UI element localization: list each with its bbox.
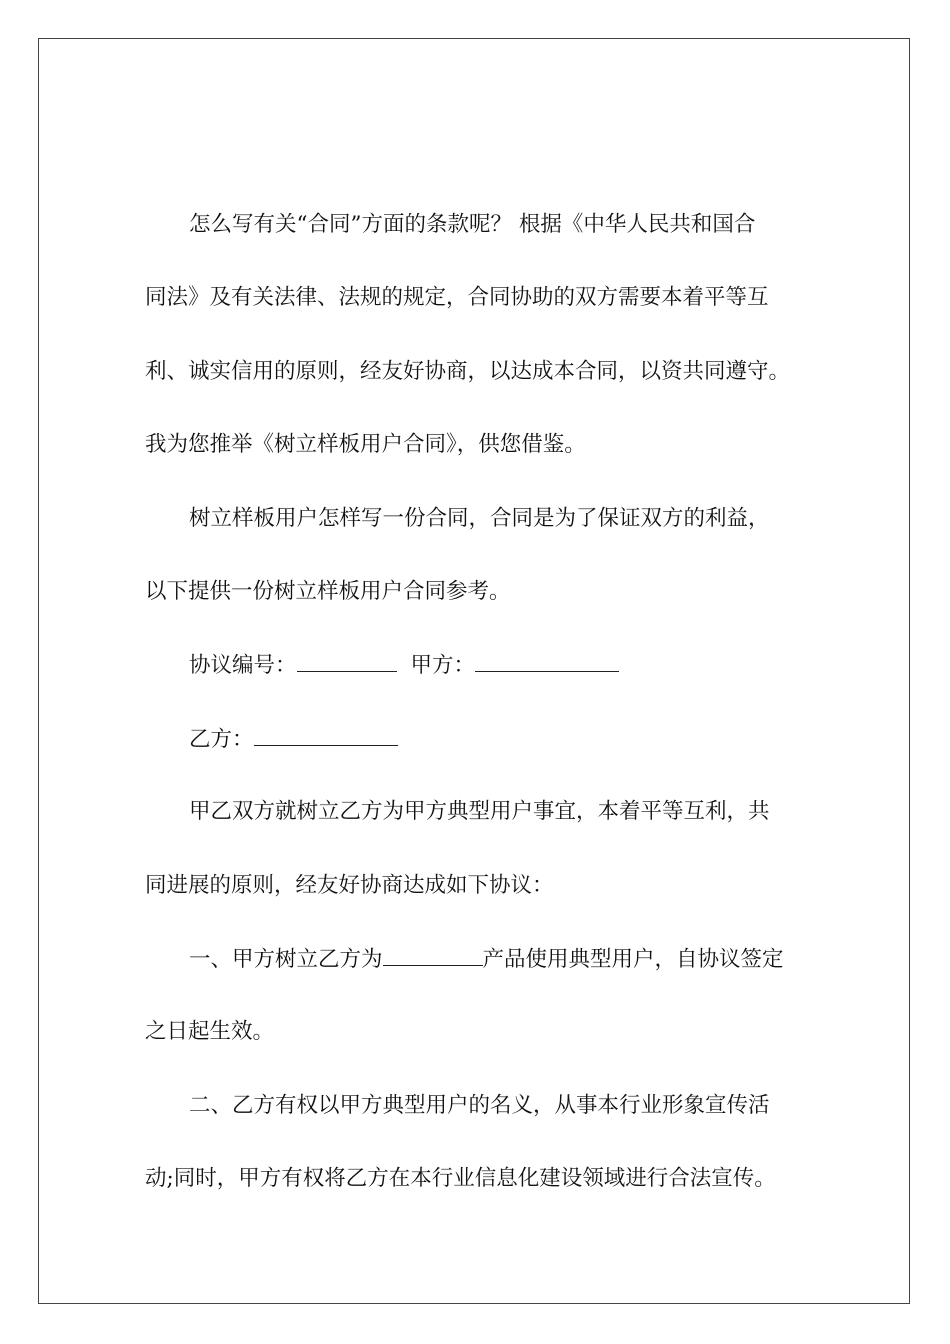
party-b-label: 乙方： bbox=[189, 726, 254, 752]
paragraph-line: 二、乙方有权以甲方典型用户的名义，从事本行业形象宣传活 bbox=[189, 1092, 770, 1118]
clause-1-suffix: 产品使用典型用户，自协议签定 bbox=[482, 946, 784, 972]
paragraph-line: 动;同时，甲方有权将乙方在本行业信息化建设领域进行合法宣传。 bbox=[145, 1166, 776, 1192]
paragraph-line: 甲乙双方就树立乙方为甲方典型用户事宜，本着平等互利，共 bbox=[189, 799, 770, 825]
paragraph-line: 之日起生效。 bbox=[145, 1019, 275, 1045]
agreement-no-blank[interactable] bbox=[297, 643, 397, 672]
paragraph-line: 怎么写有关“合同”方面的条款呢？ 根据《中华人民共和国合 bbox=[189, 212, 756, 237]
agreement-no-label: 协议编号： bbox=[189, 653, 297, 679]
paragraph-line: 利、诚实信用的原则，经友好协商，以达成本合同，以资共同遵守。 bbox=[145, 358, 791, 384]
party-b-blank[interactable] bbox=[254, 717, 398, 746]
party-b-line bbox=[145, 717, 807, 790]
product-blank[interactable] bbox=[383, 937, 483, 966]
paragraph-line: 同法》及有关法律、法规的规定，合同协助的双方需要本着平等互 bbox=[145, 285, 769, 311]
document-body bbox=[145, 203, 807, 1230]
paragraph-line: 以下提供一份树立样板用户合同参考。 bbox=[145, 578, 511, 604]
party-a-label: 甲方： bbox=[410, 653, 476, 679]
paragraph-line: 我为您推举《树立样板用户合同》，供您借鉴。 bbox=[145, 432, 586, 458]
paragraph-line: 树立样板用户怎样写一份合同，合同是为了保证双方的利益， bbox=[189, 505, 770, 531]
paragraph-line: 同进展的原则，经友好协商达成如下协议： bbox=[145, 872, 554, 898]
clause-1-line bbox=[145, 937, 807, 1010]
agreement-header-line bbox=[145, 643, 807, 716]
party-a-blank[interactable] bbox=[475, 643, 619, 672]
clause-1-prefix: 一、甲方树立乙方为 bbox=[189, 946, 383, 972]
